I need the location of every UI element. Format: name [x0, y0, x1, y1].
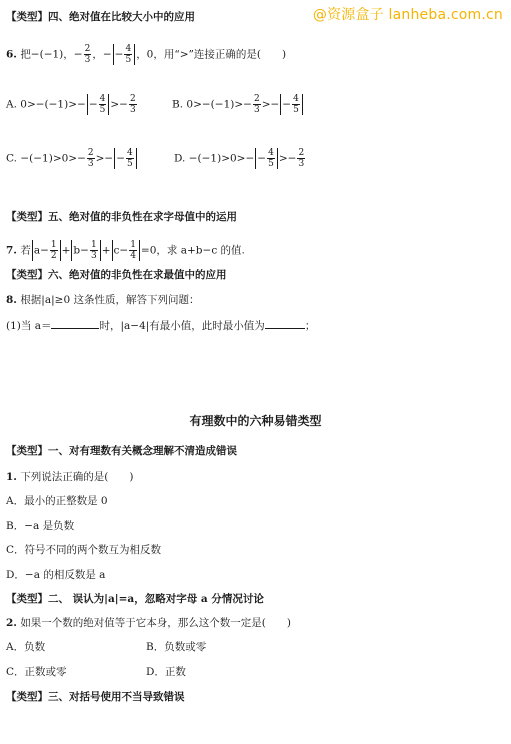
question-8	[6, 293, 199, 307]
question-number: 2.	[6, 617, 17, 629]
question-text: 如果一个数的绝对值等于它本身，那么这个数一定是( )	[20, 617, 292, 629]
answer-blank[interactable]	[265, 318, 305, 329]
section-header-4: 【类型】四、绝对值在比较大小中的应用	[6, 11, 195, 23]
option-a: A．最小的正整数是 0	[6, 495, 108, 507]
option-b: B. 0>−(−1)>− $\frac{2}{3}$ >− − $\frac{4}{5}$	[172, 94, 304, 115]
watermark: @资源盒子 lanheba.com.cn	[312, 7, 503, 23]
absolute-value: c− $\frac{1}{4}$	[112, 240, 140, 261]
option-a: A. 0>−(−1)>− − $\frac{4}{5}$ >− $\frac{2}{3}$	[6, 94, 136, 115]
option-a: A．负数	[6, 641, 46, 653]
question-text: ，−	[92, 48, 112, 61]
answer-blank[interactable]	[51, 318, 99, 329]
question-6	[6, 44, 286, 65]
option-d: D．−a 的相反数是 a	[6, 569, 106, 581]
question-8-part-1: (1)当 a＝ 时，|a−4|有最小值，此时最小值为 ；	[6, 320, 316, 332]
section-header-2: 【类型】二、 误认为|a|=a，忽略对字母 a 分情况讨论	[6, 593, 264, 605]
option-c: C．正数或零	[6, 666, 67, 678]
question-text: 把−(−1)，−	[20, 48, 83, 61]
fraction: $\frac{2}{3}$	[84, 44, 91, 65]
section-header-5: 【类型】五、绝对值的非负性在求字母值中的运用	[6, 211, 237, 223]
question-number: 7.	[6, 244, 17, 257]
option-d: D. −(−1)>0>− − $\frac{4}{5}$ >− $\frac{2}{3}$	[174, 148, 305, 169]
option-b: B．负数或零	[146, 641, 207, 653]
section-header-3: 【类型】三、对括号使用不当导致错误	[6, 691, 185, 703]
page-title: 有理数中的六种易错类型	[189, 414, 322, 428]
absolute-value: − $\frac{4}{5}$	[113, 44, 136, 65]
question-7: 7. 若 a− $\frac{1}{2}$ + b− $\frac{1}{3}$ + c− $\frac{1}{4}$ =0，求 a+b−c 的值.	[6, 240, 245, 261]
section-header-6: 【类型】六、绝对值的非负性在求最值中的应用	[6, 269, 227, 281]
absolute-value: a− $\frac{1}{2}$	[32, 240, 61, 261]
absolute-value: b− $\frac{1}{3}$	[71, 240, 100, 261]
option-c: C. −(−1)>0>− $\frac{2}{3}$ >− − $\frac{4}{5}$	[6, 148, 138, 169]
option-c: C．符号不同的两个数互为相反数	[6, 544, 162, 556]
option-d: D．正数	[146, 666, 186, 678]
section-header-1: 【类型】一、对有理数有关概念理解不清造成错误	[6, 445, 237, 457]
question-text: 根据|a|≥0 这条性质，解答下列问题：	[20, 294, 200, 306]
question-text: ，0，用“>”连接正确的是( )	[136, 48, 287, 61]
question-number: 8.	[6, 294, 17, 306]
question-number: 6.	[6, 48, 17, 61]
question-number: 1.	[6, 471, 17, 483]
question-1	[6, 470, 134, 484]
option-b: B．−a 是负数	[6, 520, 75, 532]
question-2	[6, 616, 291, 630]
question-text: 下列说法正确的是( )	[20, 471, 134, 483]
